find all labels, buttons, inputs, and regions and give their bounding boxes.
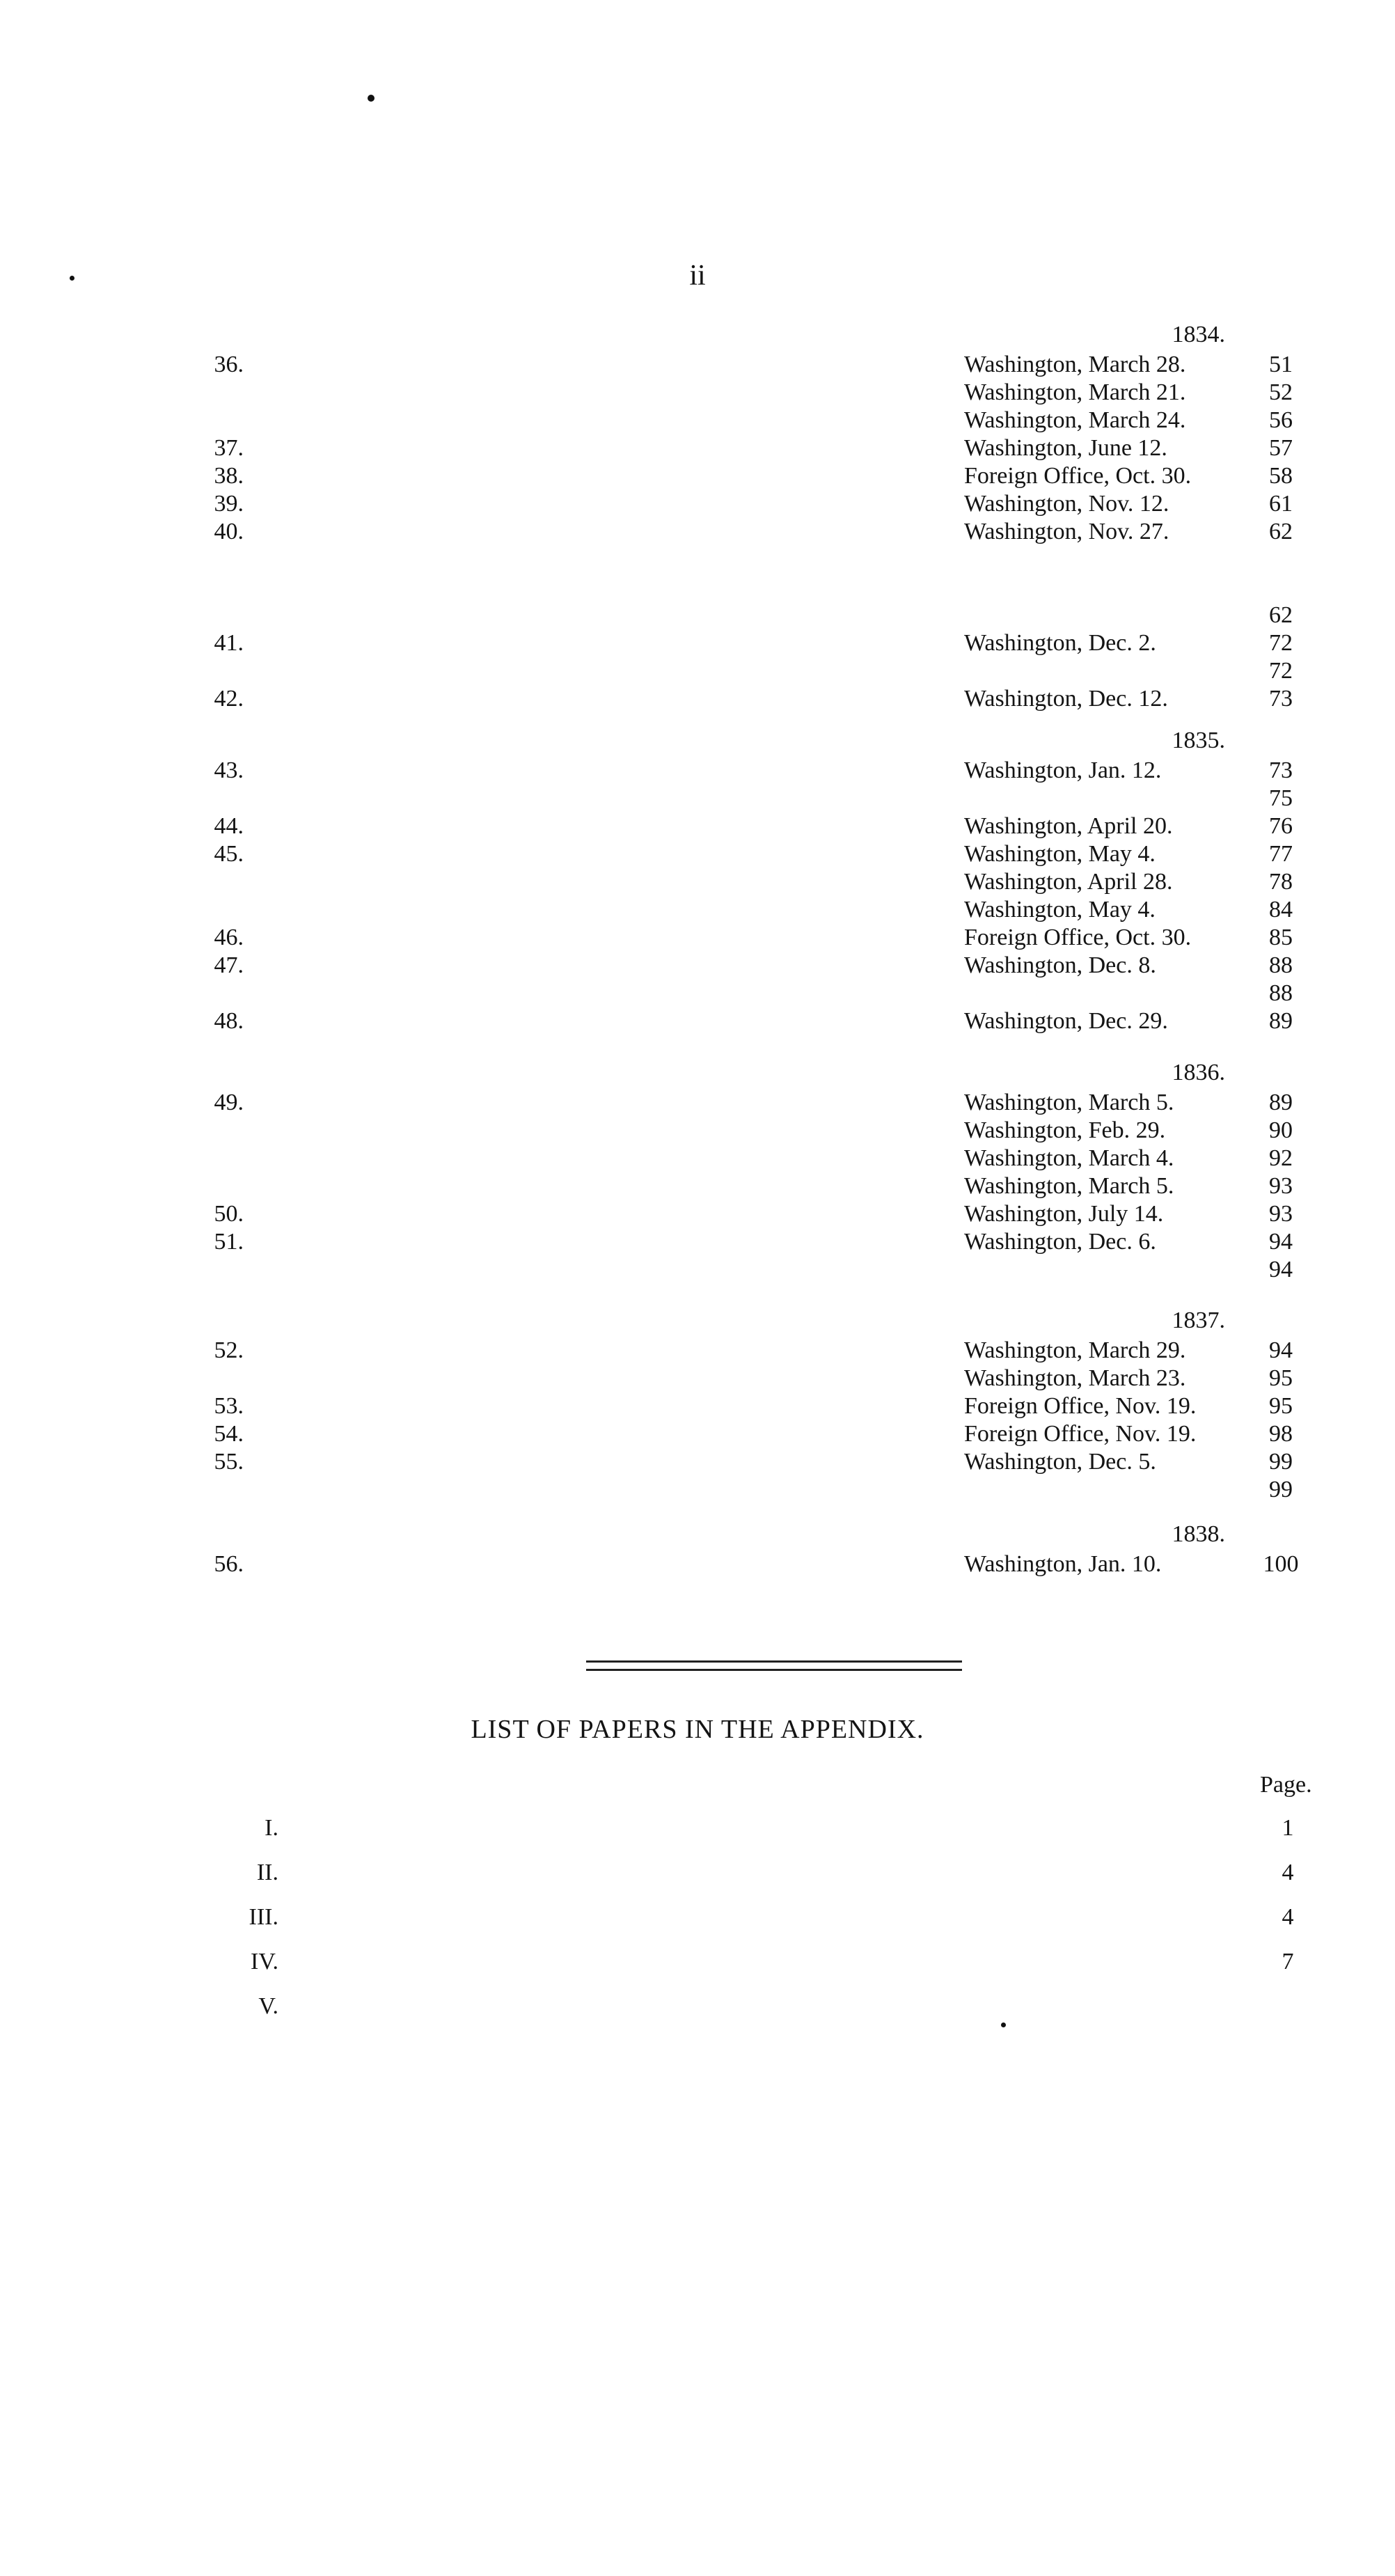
appendix-numeral: I. <box>265 1815 278 1841</box>
entry-number: 46. <box>214 925 244 950</box>
entry-page: 85 <box>1269 925 1293 950</box>
toc-entry <box>0 517 1395 547</box>
entry-place-date: Washington, Nov. 12. <box>964 491 1169 517</box>
entry-place-date: Foreign Office, Nov. 19. <box>964 1421 1197 1447</box>
entry-page: 94 <box>1269 1229 1293 1255</box>
entry-page: 62 <box>1269 602 1293 628</box>
toc-entry <box>0 1475 1395 1505</box>
entry-number: 42. <box>214 686 244 712</box>
entry-page: 88 <box>1269 952 1293 978</box>
entry-page: 94 <box>1269 1257 1293 1282</box>
entry-number: 48. <box>214 1008 244 1034</box>
entry-place-date: Washington, Dec. 8. <box>964 952 1156 978</box>
entry-place-date: Washington, Dec. 6. <box>964 1229 1156 1255</box>
entry-place-date: Washington, March 23. <box>964 1365 1186 1391</box>
entry-page: 99 <box>1269 1449 1293 1475</box>
entry-page: 57 <box>1269 435 1293 461</box>
entry-place-date: Washington, June 12. <box>964 435 1167 461</box>
entry-number: 43. <box>214 757 244 783</box>
entry-place-date: Washington, July 14. <box>964 1201 1164 1227</box>
toc-entry <box>0 867 1395 897</box>
entry-page: 84 <box>1269 897 1293 922</box>
toc-entry <box>0 755 1395 786</box>
toc-entry <box>0 978 1395 1009</box>
appendix-page: 7 <box>1282 1949 1294 1974</box>
toc-entry <box>0 1419 1395 1450</box>
entry-page: 88 <box>1269 980 1293 1006</box>
entry-page: 94 <box>1269 1337 1293 1363</box>
entry-page: 99 <box>1269 1477 1293 1502</box>
toc-entry <box>0 1363 1395 1394</box>
entry-number: 41. <box>214 630 244 656</box>
entry-place-date: Washington, March 21. <box>964 379 1186 405</box>
entry-page: 93 <box>1269 1201 1293 1227</box>
appendix-numeral: V. <box>258 1993 278 2019</box>
appendix-item <box>0 1812 1395 1845</box>
entry-page: 93 <box>1269 1173 1293 1199</box>
year-heading: 1838. <box>1172 1521 1225 1547</box>
entry-number: 37. <box>214 435 244 461</box>
entry-page: 58 <box>1269 463 1293 489</box>
toc-entry <box>0 572 1395 603</box>
entry-number: 36. <box>214 352 244 377</box>
entry-number: 55. <box>214 1449 244 1475</box>
entry-page: 51 <box>1269 352 1293 377</box>
entry-page: 89 <box>1269 1090 1293 1115</box>
entry-page: 92 <box>1269 1145 1293 1171</box>
entry-place-date: Washington, April 20. <box>964 813 1173 839</box>
toc-entry <box>0 656 1395 686</box>
toc-entry <box>0 684 1395 714</box>
entry-page: 76 <box>1269 813 1293 839</box>
toc-entry <box>0 628 1395 659</box>
entry-page: 89 <box>1269 1008 1293 1034</box>
entry-place-date: Washington, March 29. <box>964 1337 1186 1363</box>
entry-page: 56 <box>1269 407 1293 433</box>
toc-entry <box>0 811 1395 842</box>
entry-number: 44. <box>214 813 244 839</box>
entry-place-date: Washington, Nov. 27. <box>964 519 1169 544</box>
toc-entry <box>0 783 1395 814</box>
entry-place-date: Washington, March 4. <box>964 1145 1174 1171</box>
entry-page: 75 <box>1269 785 1293 811</box>
toc-entry <box>0 544 1395 575</box>
entry-place-date: Washington, March 28. <box>964 352 1186 377</box>
appendix-item <box>0 1901 1395 1934</box>
appendix-page: 1 <box>1282 1815 1294 1841</box>
toc-entry <box>0 377 1395 408</box>
appendix-item <box>0 1990 1395 2023</box>
appendix-title: LIST OF PAPERS IN THE APPENDIX. <box>471 1715 924 1744</box>
toc-entry <box>0 433 1395 464</box>
entry-place-date: Washington, March 5. <box>964 1173 1174 1199</box>
toc-entry <box>0 1227 1395 1257</box>
entry-place-date: Washington, Jan. 12. <box>964 757 1162 783</box>
toc-entry <box>0 1115 1395 1146</box>
entry-place-date: Washington, Dec. 29. <box>964 1008 1168 1034</box>
entry-page: 90 <box>1269 1117 1293 1143</box>
entry-number: 56. <box>214 1551 244 1577</box>
entry-number: 45. <box>214 841 244 867</box>
appendix-page: 4 <box>1282 1860 1294 1885</box>
entry-place-date: Foreign Office, Oct. 30. <box>964 463 1192 489</box>
ink-speck <box>368 95 375 102</box>
toc-entry <box>0 350 1395 380</box>
toc-entry <box>0 1199 1395 1230</box>
toc-entry <box>0 1391 1395 1422</box>
year-heading: 1835. <box>1172 728 1225 753</box>
entry-number: 39. <box>214 491 244 517</box>
entry-number: 52. <box>214 1337 244 1363</box>
entry-page: 72 <box>1269 630 1293 656</box>
toc-entry <box>0 1549 1395 1580</box>
entry-page: 52 <box>1269 379 1293 405</box>
toc-entry <box>0 1255 1395 1285</box>
entry-page: 100 <box>1263 1551 1299 1577</box>
year-heading: 1836. <box>1172 1060 1225 1085</box>
entry-page: 98 <box>1269 1421 1293 1447</box>
entry-number: 50. <box>214 1201 244 1227</box>
entry-page: 62 <box>1269 519 1293 544</box>
entry-number: 49. <box>214 1090 244 1115</box>
entry-place-date: Foreign Office, Nov. 19. <box>964 1393 1197 1419</box>
appendix-item <box>0 1856 1395 1890</box>
entry-place-date: Washington, March 5. <box>964 1090 1174 1115</box>
appendix-numeral: III. <box>249 1904 278 1930</box>
entry-number: 40. <box>214 519 244 544</box>
toc-entry <box>0 489 1395 519</box>
entry-place-date: Washington, Dec. 2. <box>964 630 1156 656</box>
toc-entry <box>0 1447 1395 1477</box>
entry-number: 51. <box>214 1229 244 1255</box>
entry-place-date: Foreign Office, Oct. 30. <box>964 925 1192 950</box>
toc-entry <box>0 1171 1395 1202</box>
appendix-page-heading: Page. <box>1260 1772 1312 1798</box>
year-heading: 1834. <box>1172 322 1225 347</box>
ink-speck <box>1001 2023 1006 2027</box>
entry-number: 47. <box>214 952 244 978</box>
section-divider-rule <box>586 1660 962 1671</box>
toc-entry <box>0 1087 1395 1118</box>
entry-page: 73 <box>1269 757 1293 783</box>
entry-page: 78 <box>1269 869 1293 895</box>
entry-place-date: Washington, Feb. 29. <box>964 1117 1166 1143</box>
toc-entry <box>0 895 1395 925</box>
toc-entry <box>0 1006 1395 1037</box>
entry-place-date: Washington, March 24. <box>964 407 1186 433</box>
toc-entry <box>0 461 1395 492</box>
entry-page: 95 <box>1269 1365 1293 1391</box>
entry-place-date: Washington, April 28. <box>964 869 1173 895</box>
entry-place-date: Washington, May 4. <box>964 841 1156 867</box>
entry-place-date: Washington, May 4. <box>964 897 1156 922</box>
appendix-item <box>0 1945 1395 1979</box>
toc-entry <box>0 950 1395 981</box>
entry-page: 73 <box>1269 686 1293 712</box>
entry-number: 54. <box>214 1421 244 1447</box>
entry-page: 61 <box>1269 491 1293 517</box>
entry-number: 53. <box>214 1393 244 1419</box>
toc-entry <box>0 405 1395 436</box>
entry-number: 38. <box>214 463 244 489</box>
entry-place-date: Washington, Dec. 5. <box>964 1449 1156 1475</box>
toc-entry <box>0 1143 1395 1174</box>
toc-entry <box>0 1335 1395 1366</box>
appendix-numeral: II. <box>256 1860 278 1885</box>
entry-page: 72 <box>1269 658 1293 684</box>
toc-entry <box>0 922 1395 953</box>
entry-page: 95 <box>1269 1393 1293 1419</box>
entry-page: 77 <box>1269 841 1293 867</box>
entry-place-date: Washington, Jan. 10. <box>964 1551 1162 1577</box>
toc-entry <box>0 600 1395 631</box>
year-heading: 1837. <box>1172 1307 1225 1333</box>
entry-place-date: Washington, Dec. 12. <box>964 686 1168 712</box>
appendix-numeral: IV. <box>251 1949 278 1974</box>
page-number: ii <box>689 260 706 292</box>
toc-entry <box>0 839 1395 870</box>
appendix-page: 4 <box>1282 1904 1294 1930</box>
